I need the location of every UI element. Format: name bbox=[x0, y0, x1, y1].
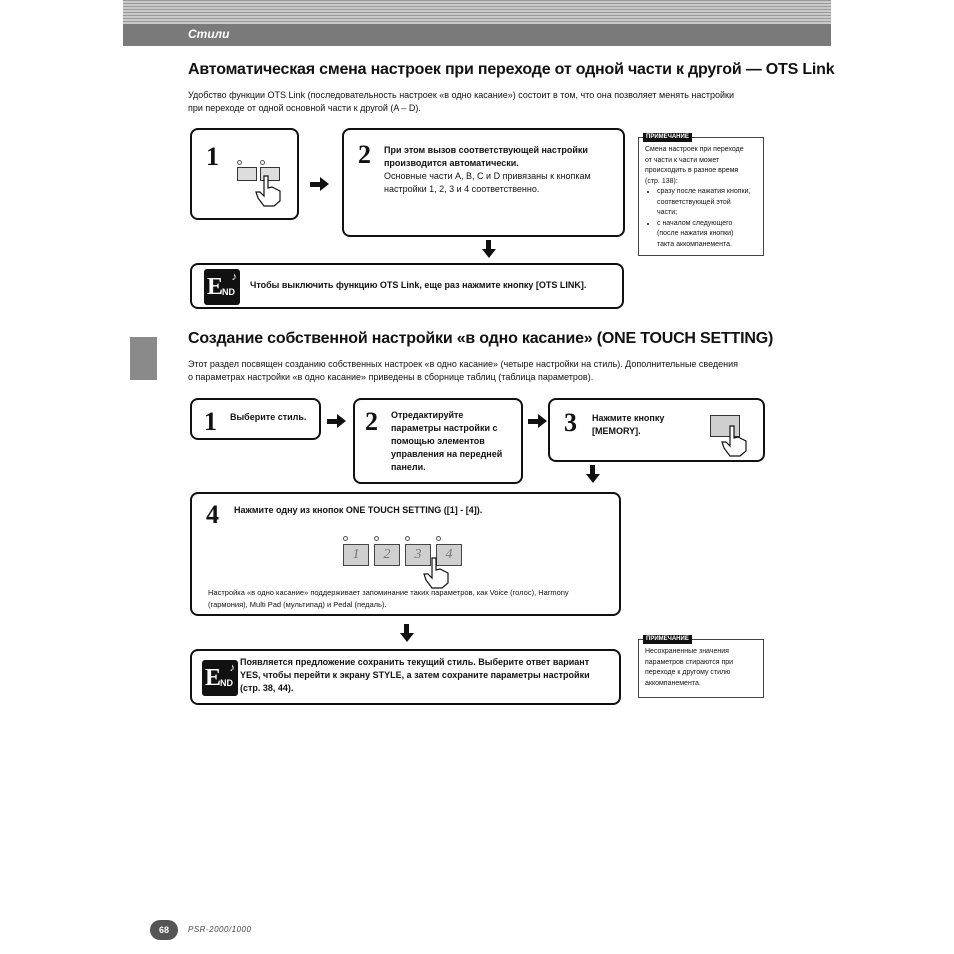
step2-line: настройки 1, 2, 3 и 4 соответственно. bbox=[384, 184, 540, 194]
note-bullet-line: (после нажатия кнопки) bbox=[657, 230, 734, 237]
step-number: 2 bbox=[365, 407, 378, 436]
note-box bbox=[638, 636, 764, 698]
section1-intro bbox=[188, 89, 778, 115]
led-indicator bbox=[237, 160, 242, 165]
arrow-right-icon bbox=[320, 177, 329, 191]
pressing-hand-icon bbox=[252, 174, 286, 208]
end-icon: E ND ♪ bbox=[202, 660, 238, 696]
led-indicator bbox=[343, 536, 348, 541]
s1-end-box bbox=[190, 263, 624, 309]
step2-line: панели. bbox=[391, 462, 426, 472]
step4-text: Нажмите одну из кнопок ONE TOUCH SETTING ([1] - [4]). bbox=[234, 505, 483, 515]
end-text: Чтобы выключить функцию OTS Link, еще раз нажмите кнопку [OTS LINK]. bbox=[250, 280, 587, 290]
step2-line: параметры настройки с bbox=[391, 423, 498, 433]
s2-step1-box bbox=[190, 398, 321, 440]
intro-line-1: Этот раздел посвящен созданию собственных настроек «в одно касание» (четыре настройки на стиль). Дополнительные сведения bbox=[188, 359, 739, 369]
end-line: Появляется предложение сохранить текущий стиль. Выберите ответ вариант bbox=[240, 657, 590, 667]
note-line: аккомпанемента. bbox=[645, 679, 701, 687]
note-line: Смена настроек при переходе bbox=[645, 146, 744, 153]
end-text bbox=[240, 656, 615, 695]
note-line: параметров стираются при bbox=[645, 658, 734, 666]
note-bullet-line: • с началом следующего bbox=[657, 219, 733, 227]
s2-end-box bbox=[190, 649, 621, 705]
ots-button-1: 1 bbox=[343, 544, 369, 566]
note-tag: ПРИМЕЧАНИЕ bbox=[643, 635, 692, 644]
end-icon: E ND ♪ bbox=[204, 269, 240, 305]
arrow-down-icon bbox=[586, 474, 600, 483]
ots-button-4: 4 bbox=[436, 544, 462, 566]
section2-intro bbox=[188, 358, 778, 384]
section-label: Стили bbox=[188, 27, 230, 41]
arrow-down-icon bbox=[400, 633, 414, 642]
step-number: 1 bbox=[206, 142, 219, 171]
step-number: 1 bbox=[204, 407, 217, 436]
intro-line-2: о параметрах настройки «в одно касание» приведены в сборнице таблиц (таблица параметров). bbox=[188, 372, 594, 382]
note-line: происходить в разное время bbox=[645, 167, 739, 174]
step3-line: [MEMORY]. bbox=[592, 426, 641, 436]
note-bullet-line: соответствующей этой bbox=[657, 198, 731, 206]
note-bullet bbox=[657, 187, 757, 219]
step2-line: Основные части A, B, C и D привязаны к кнопкам bbox=[384, 171, 591, 181]
step2-line: помощью элементов bbox=[391, 436, 485, 446]
step2-text bbox=[384, 144, 614, 196]
step4-description bbox=[208, 587, 608, 611]
step1-text: Выберите стиль. bbox=[230, 412, 307, 422]
step2-line: управления на передней bbox=[391, 449, 503, 459]
intro-line-1: Удобство функции OTS Link (последовательность настроек «в одно касание») состоит в том, что она позволяет менять настройки bbox=[188, 90, 734, 100]
led-indicator bbox=[260, 160, 265, 165]
end-line: (стр. 38, 44). bbox=[240, 683, 294, 693]
arrow-down-icon bbox=[482, 249, 496, 258]
s1-step1-box bbox=[190, 128, 299, 220]
page-number: 68 bbox=[150, 920, 178, 940]
end-line: YES, чтобы перейти к экрану STYLE, а затем сохраните параметры настройки bbox=[240, 670, 590, 680]
note-bullet-line: такта аккомпанемента. bbox=[657, 240, 732, 248]
step2-bold-line: производится автоматически. bbox=[384, 158, 519, 168]
pressing-hand-icon bbox=[420, 556, 454, 590]
desc-line: Настройка «в одно касание» поддерживает запоминание таких параметров, как Voice (голос), Harmony bbox=[208, 588, 569, 597]
section2-title: Создание собственной настройки «в одно касание» (ONE TOUCH SETTING) bbox=[188, 330, 774, 347]
note-bullet-line: части; bbox=[657, 209, 678, 216]
note-line: Несохраненные значения bbox=[645, 648, 729, 655]
s2-step4-box bbox=[190, 492, 621, 616]
s2-step3-box bbox=[548, 398, 765, 462]
s1-step2-box bbox=[342, 128, 625, 237]
note-bullet bbox=[657, 219, 757, 251]
section1-title: Автоматическая смена настроек при переходе от одной части к другой — OTS Link bbox=[188, 61, 835, 78]
ots-button-3: 3 bbox=[405, 544, 431, 566]
step3-line: Нажмите кнопку bbox=[592, 413, 665, 423]
desc-line: (гармония), Multi Pad (мультипад) и Pedal (педаль). bbox=[208, 600, 387, 609]
step2-text bbox=[391, 409, 519, 474]
step-number: 4 bbox=[206, 500, 219, 529]
step-number: 2 bbox=[358, 140, 371, 169]
note-line: от части к части может bbox=[645, 156, 720, 164]
chapter-tab bbox=[130, 337, 157, 380]
step2-line: Отредактируйте bbox=[391, 410, 464, 420]
note-line: (стр. 138): bbox=[645, 177, 678, 185]
step3-text bbox=[592, 412, 664, 438]
led-indicator bbox=[405, 536, 410, 541]
step2-bold-line: При этом вызов соответствующей настройки bbox=[384, 145, 588, 155]
intro-line-2: при переходе от одной основной части к другой (A – D). bbox=[188, 103, 421, 113]
led-indicator bbox=[436, 536, 441, 541]
s2-step2-box bbox=[353, 398, 523, 484]
ots-button-2: 2 bbox=[374, 544, 400, 566]
note-tag: ПРИМЕЧАНИЕ bbox=[643, 133, 692, 142]
note-line: переходе к другому стилю bbox=[645, 669, 731, 676]
pressing-hand-icon bbox=[718, 424, 752, 458]
led-indicator bbox=[374, 536, 379, 541]
arrow-right-icon bbox=[337, 414, 346, 428]
model-name: PSR-2000/1000 bbox=[188, 925, 252, 934]
arrow-right-icon bbox=[538, 414, 547, 428]
note-box bbox=[638, 134, 764, 256]
note-bullet-line: • сразу после нажатия кнопки, bbox=[657, 188, 751, 195]
step-number: 3 bbox=[564, 408, 577, 437]
